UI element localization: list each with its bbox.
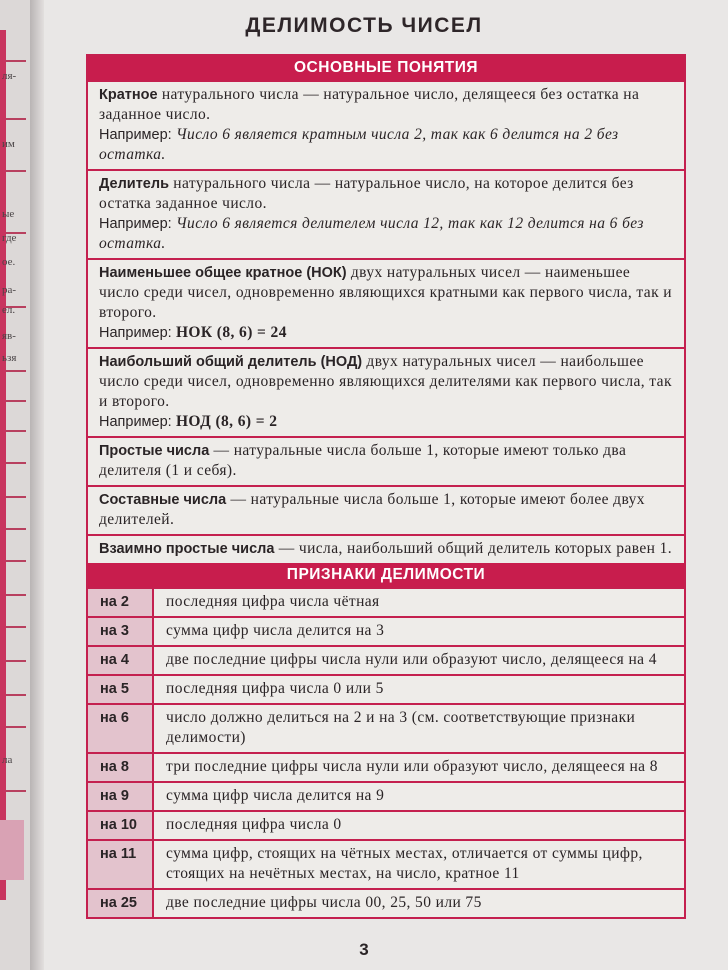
book-gutter (30, 0, 44, 970)
concept-multiple (88, 80, 684, 169)
concept-prime (88, 436, 684, 485)
concept-term: Кратное (99, 87, 158, 103)
row-label: на 11 (88, 840, 153, 889)
row-text: сумма цифр числа делится на 9 (153, 782, 684, 811)
example-text: НОК (8, 6) = 24 (175, 324, 287, 341)
row-text: последняя цифра числа чётная (153, 588, 684, 617)
prev-page-fragment: ое. (2, 256, 16, 268)
concept-coprime (88, 534, 684, 563)
row-text: две последние цифры числа 00, 25, 50 или 75 (153, 889, 684, 917)
prev-page-fragment: ые (2, 208, 15, 220)
prev-page-fragment: ля- (2, 70, 17, 82)
table-row (88, 840, 684, 889)
page-title: ДЕЛИМОСТЬ ЧИСЕЛ (245, 14, 483, 37)
divisibility-table (88, 587, 684, 917)
row-label: на 4 (88, 646, 153, 675)
row-label: на 25 (88, 889, 153, 917)
table-row (88, 889, 684, 917)
concept-term: Наименьшее общее кратное (НОК) (99, 265, 347, 281)
concept-text: двух натуральных чисел — наименьшее число среди чисел, одновременно являющихся кратными как первого числа, так и второго. (99, 264, 672, 321)
prev-page-fragment: яв- (2, 330, 16, 342)
row-text: последняя цифра числа 0 или 5 (153, 675, 684, 704)
concept-text: натурального числа — натуральное число, на которое делится без остатка заданное число. (99, 175, 634, 212)
concept-text: — натуральные числа больше 1, которые имеют только два делителя (1 и себя). (99, 442, 627, 479)
row-label: на 2 (88, 588, 153, 617)
row-label: на 9 (88, 782, 153, 811)
prev-page-fragment: ла (2, 754, 13, 766)
row-text: сумма цифр, стоящих на чётных местах, отличается от суммы цифр, стоящих на нечётных местах, на число, кратное 11 (153, 840, 684, 889)
row-label: на 10 (88, 811, 153, 840)
row-text: сумма цифр числа делится на 3 (153, 617, 684, 646)
concept-text: натурального числа — натуральное число, делящееся без остатка на заданное число. (99, 86, 640, 123)
concept-lcm (88, 258, 684, 347)
concept-term: Делитель (99, 176, 169, 192)
table-row (88, 588, 684, 617)
example-text: Число 6 является кратным числа 2, так как 6 делится на 2 без остатка. (99, 126, 619, 163)
row-text: число должно делиться на 2 и на 3 (см. соответствующие признаки делимости) (153, 704, 684, 753)
example-label: Например: (99, 216, 172, 232)
previous-page-color-strip (0, 30, 6, 900)
concept-text: — натуральные числа больше 1, которые имеют более двух делителей. (99, 491, 645, 528)
concept-text: — числа, наибольший общий делитель которых равен 1. (274, 540, 673, 557)
row-label: на 5 (88, 675, 153, 704)
row-label: на 8 (88, 753, 153, 782)
prev-page-fragment: ьзя (2, 352, 17, 364)
page-number: 3 (359, 940, 369, 959)
row-text: три последние цифры числа нули или образуют число, делящееся на 8 (153, 753, 684, 782)
table-row (88, 811, 684, 840)
table-row (88, 753, 684, 782)
concept-gcd (88, 347, 684, 436)
concept-composite (88, 485, 684, 534)
concept-term: Простые числа (99, 443, 210, 459)
example-label: Например: (99, 325, 172, 341)
table-row (88, 704, 684, 753)
section-header-concepts: ОСНОВНЫЕ ПОНЯТИЯ (88, 56, 684, 80)
prev-page-fragment: ра- (2, 284, 17, 296)
table-row (88, 646, 684, 675)
table-row (88, 782, 684, 811)
concept-divisor (88, 169, 684, 258)
example-label: Например: (99, 127, 172, 143)
prev-page-fragment: где (2, 232, 17, 244)
example-text: Число 6 является делителем числа 12, так как 12 делится на 6 без остатка. (99, 215, 644, 252)
table-row (88, 617, 684, 646)
example-label: Например: (99, 414, 172, 430)
concept-text: двух натуральных чисел — наибольшее число среди чисел, одновременно являющихся делителями как первого числа, так и второго. (99, 353, 672, 410)
concept-term: Взаимно простые числа (99, 541, 275, 557)
example-text: НОД (8, 6) = 2 (175, 413, 278, 430)
row-text: две последние цифры числа нули или образуют число, делящееся на 4 (153, 646, 684, 675)
reference-sheet (86, 54, 686, 919)
concept-term: Наибольший общий делитель (НОД) (99, 354, 363, 370)
section-header-signs: ПРИЗНАКИ ДЕЛИМОСТИ (88, 563, 684, 587)
row-label: на 6 (88, 704, 153, 753)
previous-page-pink-patch (0, 820, 24, 880)
row-label: на 3 (88, 617, 153, 646)
concept-term: Составные числа (99, 492, 227, 508)
prev-page-fragment: им (2, 138, 15, 150)
table-row (88, 675, 684, 704)
row-text: последняя цифра числа 0 (153, 811, 684, 840)
prev-page-fragment: ел. (2, 304, 16, 316)
